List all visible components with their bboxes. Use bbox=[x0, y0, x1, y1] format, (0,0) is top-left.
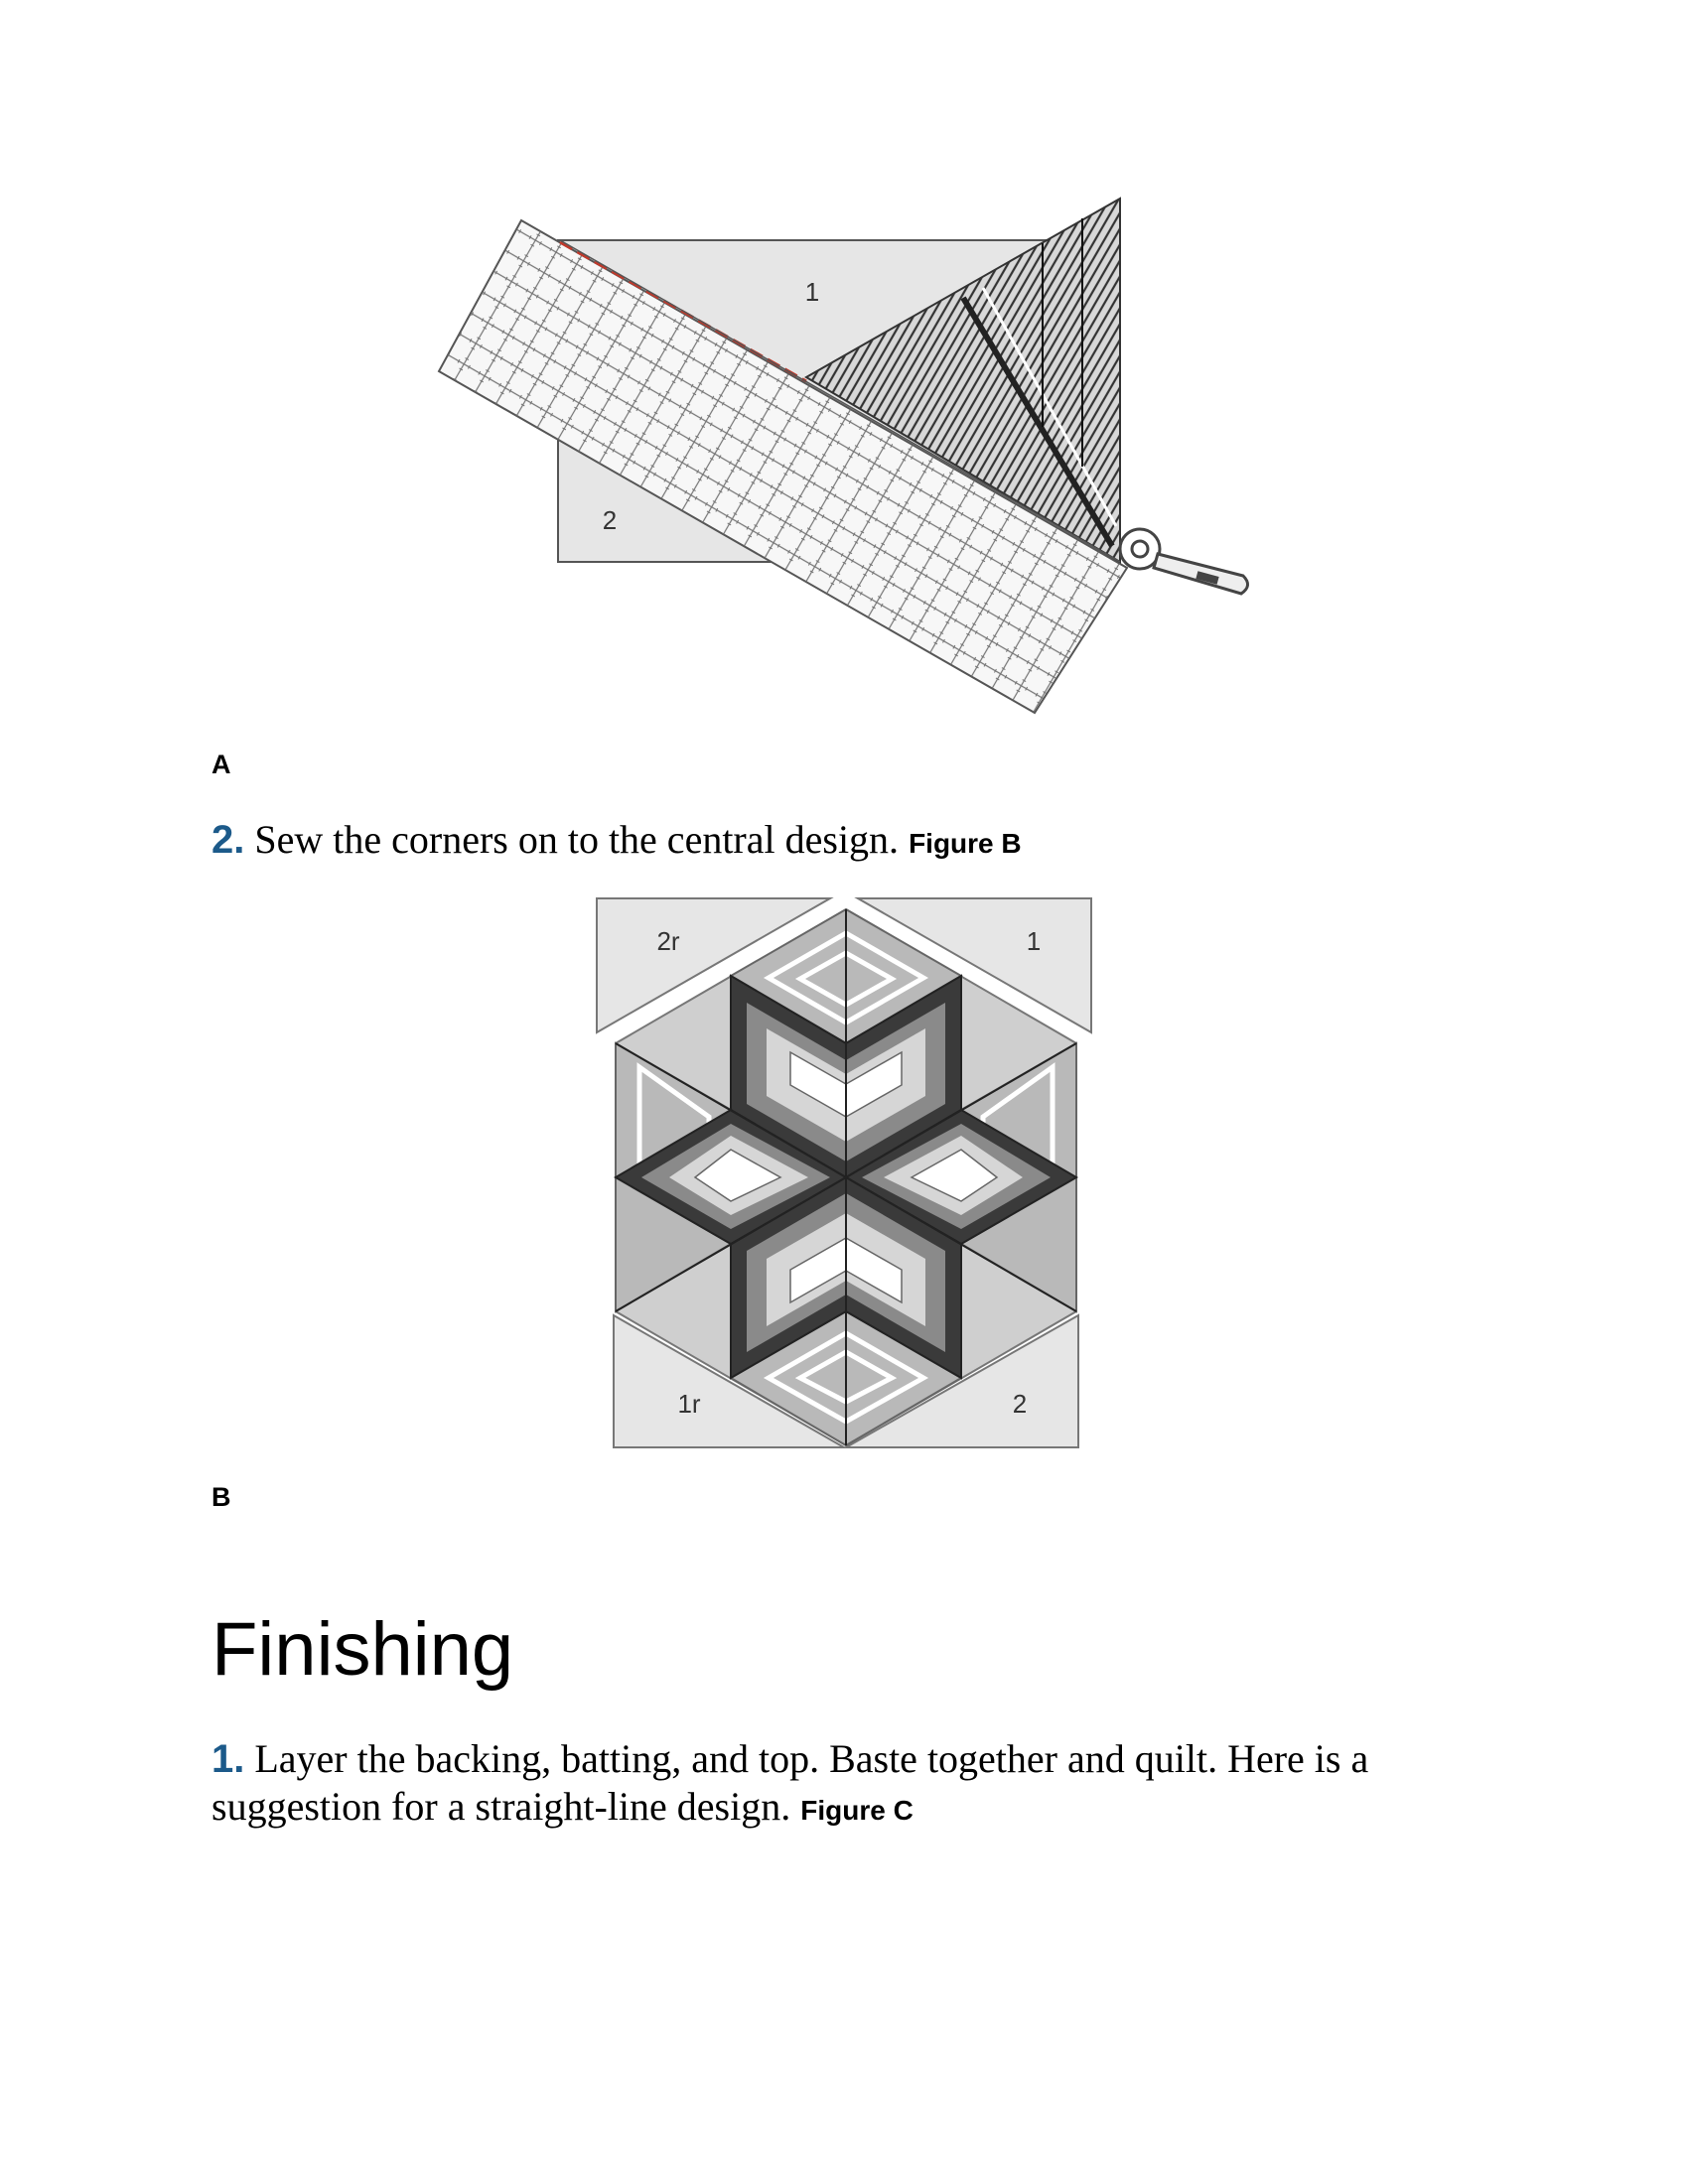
step-1-number: 1. bbox=[211, 1737, 245, 1781]
step-2-text: Sew the corners on to the central design. bbox=[254, 817, 900, 862]
piece-label-1r: 1r bbox=[677, 1389, 701, 1419]
figure-b-diagram bbox=[591, 893, 1097, 1454]
piece-label-2r: 2r bbox=[656, 926, 680, 956]
step-2-paragraph bbox=[211, 816, 1022, 868]
piece-label-1: 1 bbox=[804, 277, 820, 307]
step-2-number: 2. bbox=[211, 818, 245, 862]
step-1-text-line2: suggestion for a straight-line design. bbox=[211, 1784, 791, 1829]
figure-a-diagram bbox=[427, 189, 1261, 725]
figure-b-caption: B bbox=[211, 1482, 231, 1512]
step-1-paragraph bbox=[211, 1735, 1502, 1835]
piece-label-2: 2 bbox=[602, 505, 618, 535]
piece-label-1: 1 bbox=[1026, 926, 1042, 956]
piece-label-2: 2 bbox=[1012, 1389, 1028, 1419]
figure-c-reference: Figure C bbox=[800, 1795, 914, 1826]
rotary-cutter-icon bbox=[1120, 529, 1248, 594]
section-heading: Finishing bbox=[211, 1607, 514, 1692]
step-1-text-line1: Layer the backing, batting, and top. Baste together and quilt. Here is a bbox=[254, 1736, 1369, 1781]
figure-b-reference: Figure B bbox=[909, 828, 1022, 859]
figure-a-caption: A bbox=[211, 750, 231, 779]
